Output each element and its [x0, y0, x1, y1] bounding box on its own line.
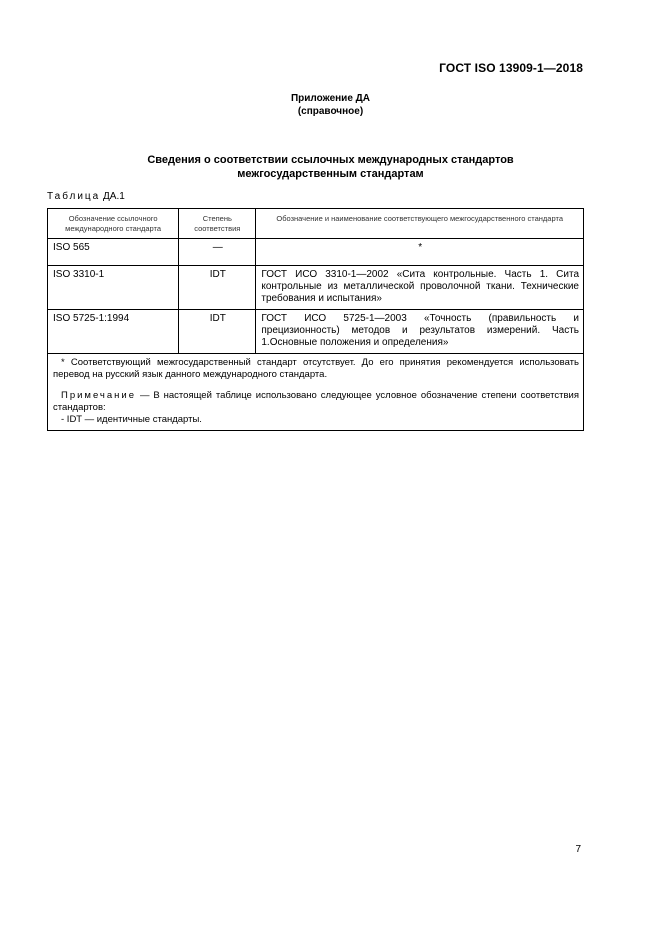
cell-reference: ISO 5725-1:1994	[48, 310, 179, 354]
note-label: Примечание	[61, 390, 136, 401]
section-title	[0, 153, 661, 181]
cell-reference: ISO 3310-1	[48, 266, 179, 310]
table-label-number: ДА.1	[103, 191, 125, 202]
cell-degree: IDT	[179, 310, 256, 354]
cell-national-standard: *	[256, 239, 584, 266]
annex-heading	[0, 92, 661, 118]
cell-national-standard: ГОСТ ИСО 3310-1—2002 «Сита контрольные. Часть 1. Сита контрольные из металлической проволочной ткани. Технические требования и испытания»	[256, 266, 584, 310]
table-row	[48, 310, 584, 354]
table-row	[48, 239, 584, 266]
cell-national-standard: ГОСТ ИСО 5725-1—2003 «Точность (правильность и прецизионность) методов и результатов измерений. Часть 1.Основные положения и определения»	[256, 310, 584, 354]
section-title-line2: межгосударственным стандартам	[237, 168, 424, 180]
cell-degree: —	[179, 239, 256, 266]
table-row	[48, 266, 584, 310]
table-header-row	[48, 209, 584, 239]
annex-title: Приложение ДА	[290, 93, 371, 104]
page-number: 7	[575, 844, 581, 855]
table-label	[47, 191, 125, 202]
correspondence-table	[47, 208, 584, 431]
header-degree: Степень соответствия	[179, 209, 256, 239]
section-title-line1: Сведения о соответствии ссылочных международных стандартов	[147, 154, 514, 166]
table-footer-row	[48, 354, 584, 431]
note-item: - IDT — идентичные стандарты.	[61, 414, 202, 425]
document-code: ГОСТ ISO 13909-1—2018	[439, 61, 583, 75]
table-footnote-cell	[48, 354, 584, 431]
table-footnote: * Соответствующий межгосударственный стандарт отсутствует. До его принятия рекомендуется использовать перевод на русский язык данного международного стандарта.	[53, 357, 579, 380]
cell-degree: IDT	[179, 266, 256, 310]
cell-reference: ISO 565	[48, 239, 179, 266]
note-text: — В настоящей таблице использовано следующее условное обозначение степени соответствия стандартов:	[53, 390, 579, 413]
table-label-word: Таблица	[47, 191, 101, 202]
header-reference: Обозначение ссылочного международного стандарта	[48, 209, 179, 239]
annex-subtitle: (справочное)	[297, 106, 364, 117]
header-national-standard: Обозначение и наименование соответствующего межгосударственного стандарта	[256, 209, 584, 239]
table-note	[53, 390, 579, 414]
